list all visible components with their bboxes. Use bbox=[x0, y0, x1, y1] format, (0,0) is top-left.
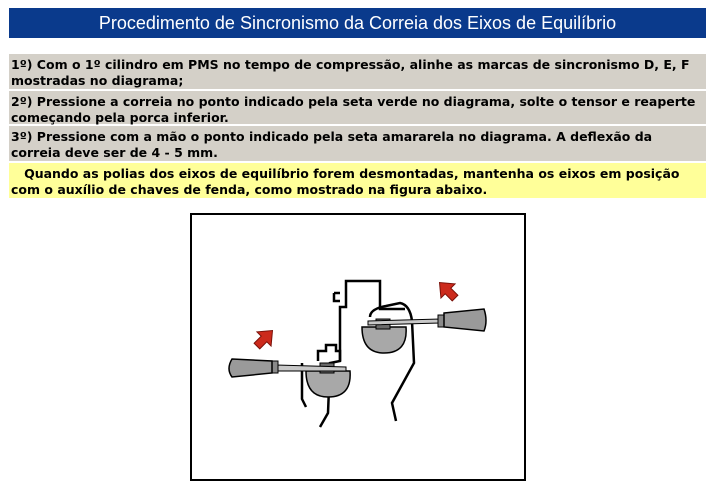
left-screwdriver-handle bbox=[229, 359, 272, 377]
screwdriver-diagram-icon bbox=[190, 213, 526, 481]
figure-frame bbox=[191, 214, 525, 480]
right-screwdriver-ferrule bbox=[438, 315, 444, 327]
step-3-text: 3º) Pressione com a mão o ponto indicado pela seta amararela no diagrama. A deflexão da correia deve ser de 4 - 5 mm. bbox=[9, 126, 706, 163]
screwdriver-diagram-figure bbox=[190, 213, 526, 481]
instructions-panel bbox=[9, 54, 706, 198]
note-text: Quando as polias dos eixos de equilíbrio forem desmontadas, mantenha os eixos em posição com o auxílio de chaves de fenda, como mostrado na figura abaixo. bbox=[9, 163, 706, 198]
right-screwdriver-handle bbox=[444, 309, 486, 331]
step-1-text: 1º) Com o 1º cilindro em PMS no tempo de compressão, alinhe as marcas de sincronismo D, E, F mostradas no diagrama; bbox=[9, 54, 706, 91]
page-title: Procedimento de Sincronismo da Correia dos Eixos de Equilíbrio bbox=[9, 8, 706, 38]
step-2-text: 2º) Pressione a correia no ponto indicado pela seta verde no diagrama, solte o tensor e reaperte começando pela porca inferior. bbox=[9, 91, 706, 126]
left-screwdriver-ferrule bbox=[272, 361, 278, 373]
